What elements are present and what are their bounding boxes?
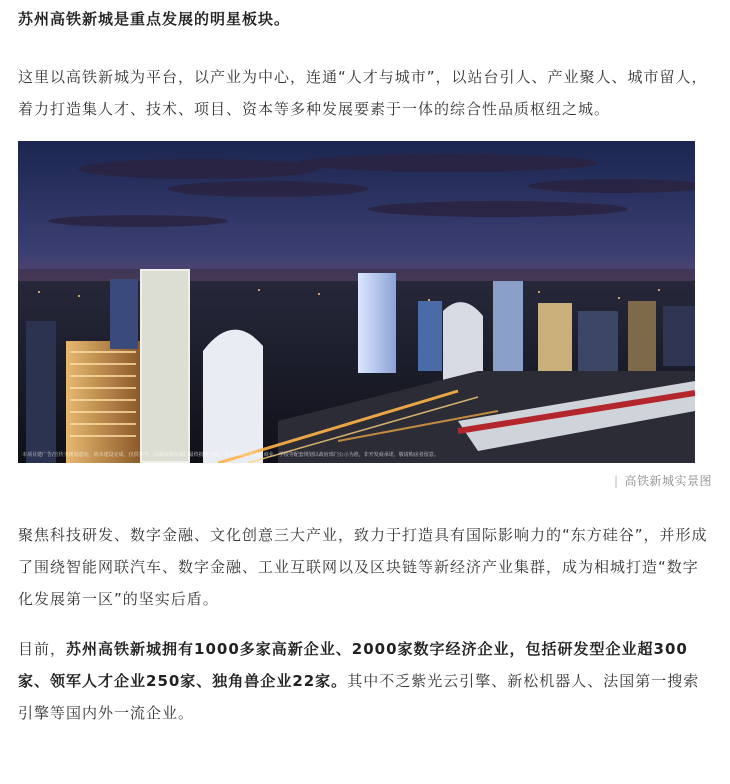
industry-paragraph: 聚焦科技研发、数字金融、文化创意三大产业，致力于打造具有国际影响力的“东方硅谷”，并形成了围绕智能网联汽车、数字金融、工业互联网以及区块链等新经济产业集群，成为相城打造“数字化发展第一区”的坚实后盾。 [18,526,708,608]
city-night-photo [18,141,695,463]
intro-paragraph: 这里以高铁新城为平台，以产业为中心，连通“人才与城市”，以站台引人、产业聚人、城市留人，着力打造集人才、技术、项目、资本等多种发展要素于一体的综合性品质枢纽之城。 [18,68,708,118]
article-heading: 苏州高铁新城是重点发展的明星板块。 [18,10,291,28]
caption-text: 高铁新城实景图 [624,474,712,488]
enterprise-paragraph [18,633,712,729]
enterprise-prefix: 目前， [18,640,67,658]
enterprise-highlight: 苏州高铁新城拥有1000多家高新企业、2000家数字经济企业，包括研发型企业超300家、领军人才企业250家、独角兽企业22家。 [18,640,688,690]
enterprise-suffix: 其中不乏紫光云引擎、新松机器人、法国第一搜索引擎等国内外一流企业。 [18,672,700,722]
caption-divider: | [613,474,619,488]
skyline-illustration [18,141,695,463]
photo-caption [18,472,712,489]
photo-disclaimer: 本项目建广告/宣传为规划意向，尚未建设完成，仅供参考，以政府相关部门最终批准为准。本项目周边交通、商业、学校等配套规划以政府部门公示为准，非开发商承诺，敬请购房者留意。 [22,452,439,458]
article [0,3,730,729]
